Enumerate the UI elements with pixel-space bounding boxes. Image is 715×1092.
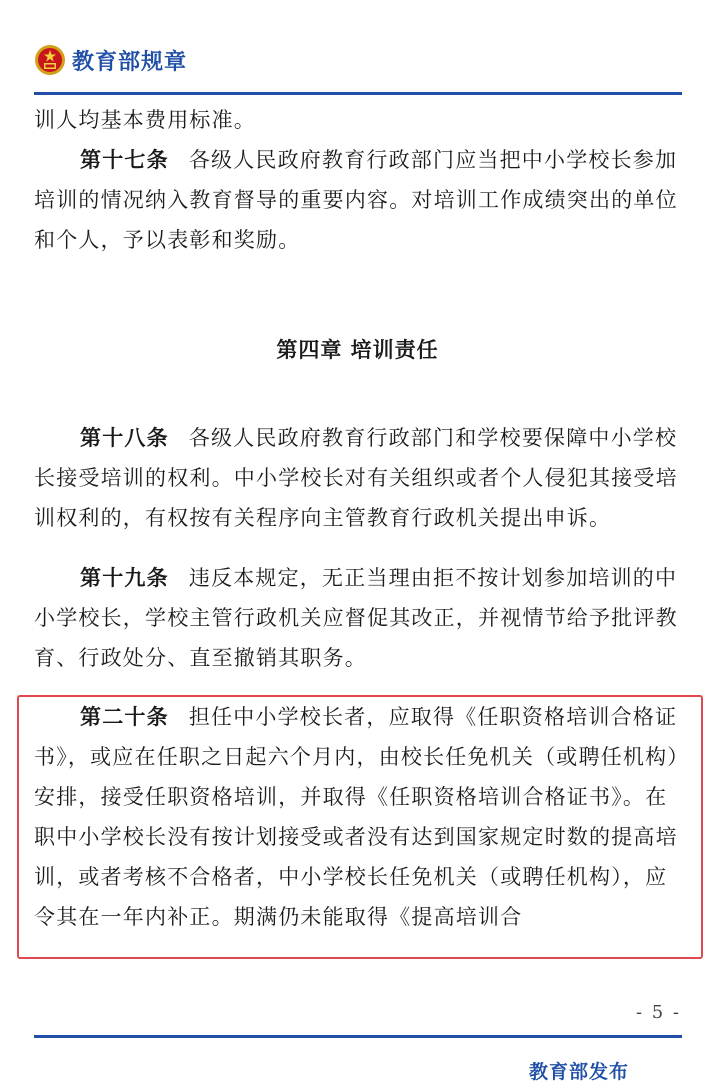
article-label: 第二十条 <box>80 705 169 729</box>
article-label: 第十九条 <box>80 566 169 590</box>
article-text: 担任中小学校长者，应取得《任职资格培训合格证书》，或应在任职之日起六个月内，由校长任免机关（或聘任机构）安排，接受任职资格培训，并取得《任职资格培训合格证书》。在职中小学校长没有按计划接受或者没有达到国家规定时数的提高培训，或者考核不合格者，中小学校长任免机关（或聘任机构），应令其在一年内补正。期满仍未能取得《提高培训合 <box>34 705 679 929</box>
page-header <box>34 44 187 76</box>
article-label: 第十七条 <box>80 148 169 172</box>
article-label: 第十八条 <box>80 426 169 450</box>
article-text: 违反本规定，无正当理由拒不按计划参加培训的中小学校长，学校主管行政机关应督促其改正，并视情节给予批评教育、行政处分、直至撤销其职务。 <box>34 566 678 670</box>
national-emblem-icon <box>34 44 66 76</box>
header-title: 教育部规章 <box>72 49 188 75</box>
chapter-heading: 第四章 培训责任 <box>276 338 439 362</box>
page-number: - 5 - <box>635 1002 681 1023</box>
article-text: 各级人民政府教育行政部门应当把中小学校长参加培训的情况纳入教育督导的重要内容。对培训工作成绩突出的单位和个人，予以表彰和奖励。 <box>34 148 678 252</box>
article-text: 各级人民政府教育行政部门和学校要保障中小学校长接受培训的权利。中小学校长对有关组织或者个人侵犯其接受培训权利的，有权按有关程序向主管教育行政机关提出申诉。 <box>34 426 678 530</box>
article-17 <box>34 140 682 260</box>
article-18 <box>34 418 682 538</box>
article-19 <box>34 558 682 678</box>
top-divider <box>34 92 682 95</box>
paragraph-continuation: 训人均基本费用标准。 <box>34 108 256 132</box>
footer-publisher: 教育部发布 <box>528 1061 629 1083</box>
highlight-box <box>17 695 703 959</box>
bottom-divider <box>34 1035 682 1038</box>
